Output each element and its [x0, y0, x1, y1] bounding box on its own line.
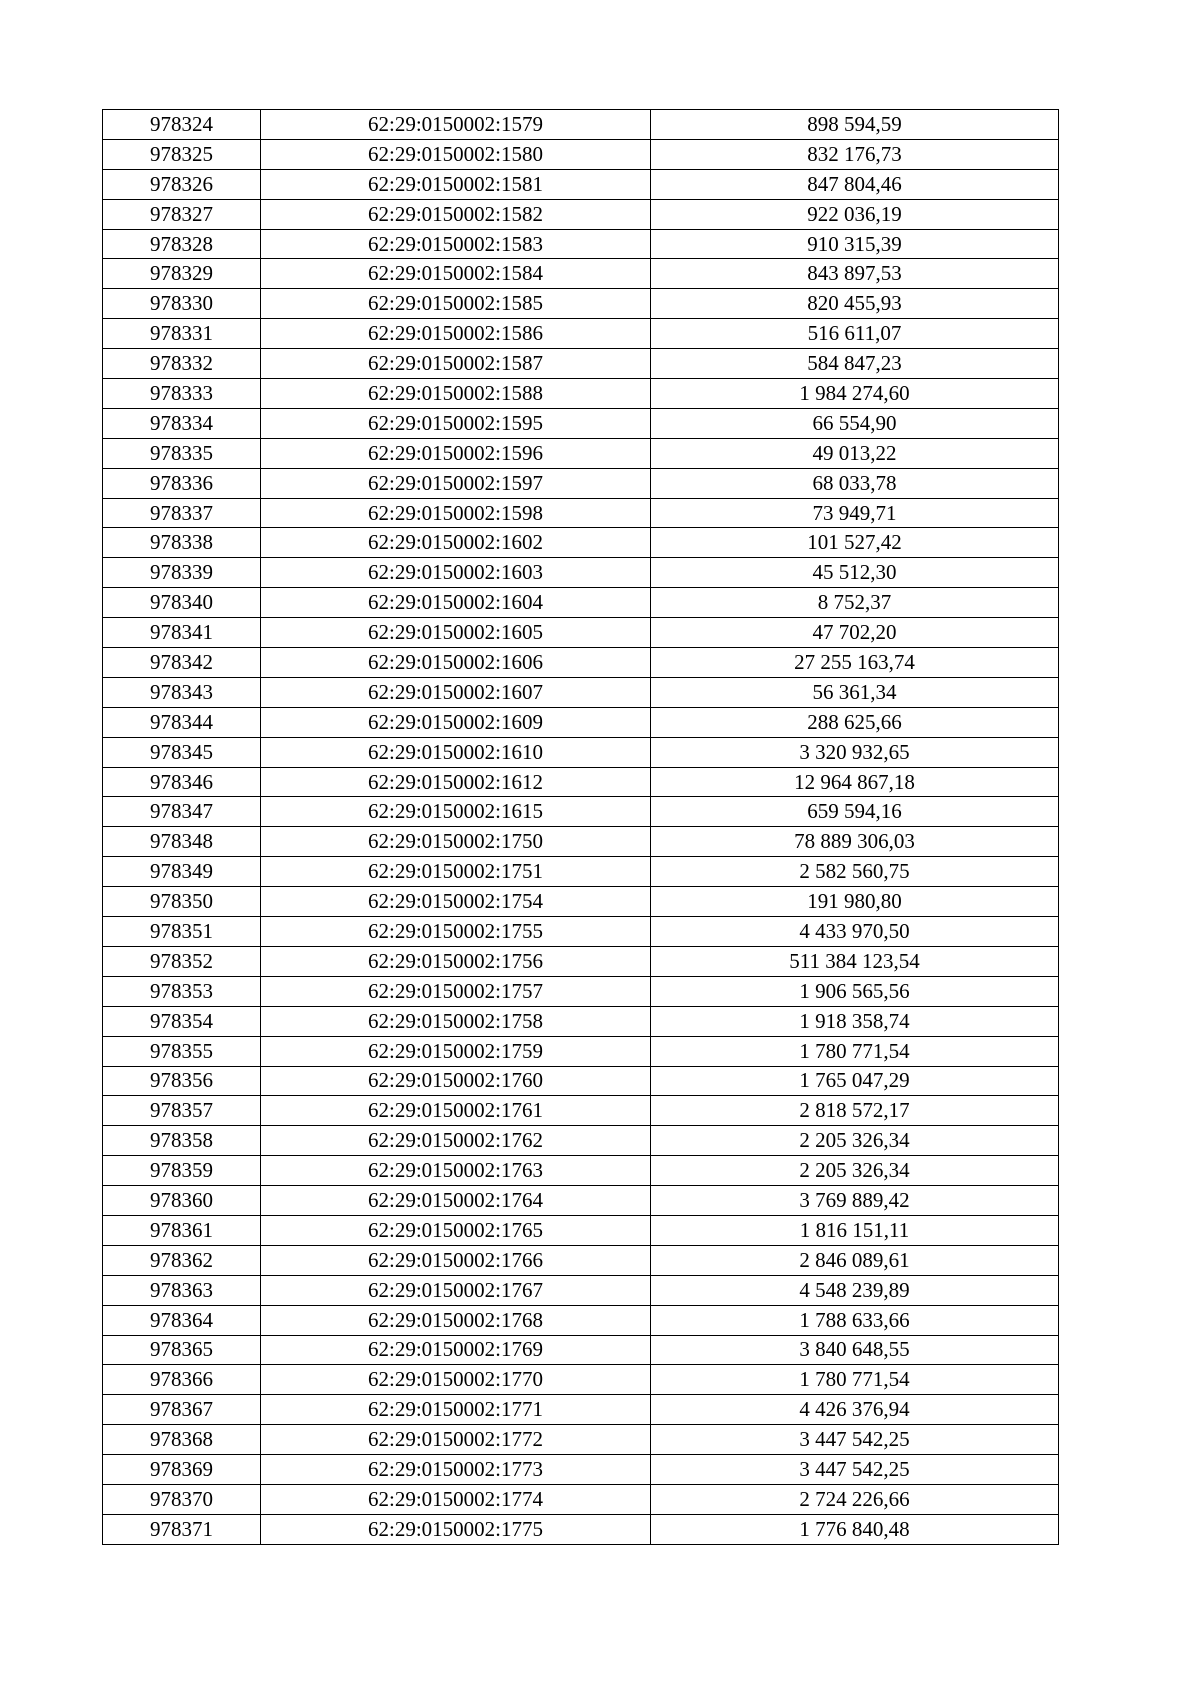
table-row — [103, 1006, 1059, 1036]
row-number-cell: 978333 — [103, 379, 261, 409]
table-row — [103, 797, 1059, 827]
table-row — [103, 139, 1059, 169]
table-row — [103, 946, 1059, 976]
row-number-cell: 978326 — [103, 169, 261, 199]
table-row — [103, 1514, 1059, 1544]
cadastral-value-cell: 832 176,73 — [651, 139, 1059, 169]
cadastral-number-cell: 62:29:0150002:1606 — [261, 648, 651, 678]
cadastral-number-cell: 62:29:0150002:1773 — [261, 1455, 651, 1485]
row-number-cell: 978364 — [103, 1305, 261, 1335]
cadastral-value-cell: 843 897,53 — [651, 259, 1059, 289]
row-number-cell: 978352 — [103, 946, 261, 976]
table-row — [103, 1275, 1059, 1305]
table-row — [103, 1066, 1059, 1096]
cadastral-value-cell: 1 984 274,60 — [651, 379, 1059, 409]
row-number-cell: 978353 — [103, 976, 261, 1006]
row-number-cell: 978341 — [103, 618, 261, 648]
cadastral-value-cell: 847 804,46 — [651, 169, 1059, 199]
cadastral-number-cell: 62:29:0150002:1769 — [261, 1335, 651, 1365]
cadastral-value-cell: 1 788 633,66 — [651, 1305, 1059, 1335]
row-number-cell: 978367 — [103, 1395, 261, 1425]
table-row — [103, 737, 1059, 767]
table-row — [103, 289, 1059, 319]
cadastral-value-cell: 584 847,23 — [651, 349, 1059, 379]
cadastral-value-cell: 78 889 306,03 — [651, 827, 1059, 857]
cadastral-value-cell: 1 780 771,54 — [651, 1365, 1059, 1395]
cadastral-number-cell: 62:29:0150002:1756 — [261, 946, 651, 976]
row-number-cell: 978332 — [103, 349, 261, 379]
row-number-cell: 978335 — [103, 438, 261, 468]
cadastral-number-cell: 62:29:0150002:1595 — [261, 408, 651, 438]
row-number-cell: 978331 — [103, 319, 261, 349]
row-number-cell: 978363 — [103, 1275, 261, 1305]
row-number-cell: 978330 — [103, 289, 261, 319]
table-row — [103, 1126, 1059, 1156]
cadastral-number-cell: 62:29:0150002:1758 — [261, 1006, 651, 1036]
row-number-cell: 978345 — [103, 737, 261, 767]
row-number-cell: 978358 — [103, 1126, 261, 1156]
cadastral-number-cell: 62:29:0150002:1764 — [261, 1186, 651, 1216]
table-row — [103, 408, 1059, 438]
table-row — [103, 199, 1059, 229]
row-number-cell: 978343 — [103, 677, 261, 707]
row-number-cell: 978351 — [103, 917, 261, 947]
cadastral-value-cell: 27 255 163,74 — [651, 648, 1059, 678]
cadastral-number-cell: 62:29:0150002:1602 — [261, 528, 651, 558]
cadastral-number-cell: 62:29:0150002:1585 — [261, 289, 651, 319]
cadastral-number-cell: 62:29:0150002:1767 — [261, 1275, 651, 1305]
row-number-cell: 978370 — [103, 1484, 261, 1514]
cadastral-number-cell: 62:29:0150002:1583 — [261, 229, 651, 259]
cadastral-value-cell: 68 033,78 — [651, 468, 1059, 498]
row-number-cell: 978361 — [103, 1215, 261, 1245]
cadastral-value-cell: 4 426 376,94 — [651, 1395, 1059, 1425]
cadastral-number-cell: 62:29:0150002:1771 — [261, 1395, 651, 1425]
cadastral-number-cell: 62:29:0150002:1581 — [261, 169, 651, 199]
cadastral-value-cell: 2 582 560,75 — [651, 857, 1059, 887]
cadastral-value-cell: 516 611,07 — [651, 319, 1059, 349]
cadastral-value-cell: 820 455,93 — [651, 289, 1059, 319]
cadastral-value-cell: 101 527,42 — [651, 528, 1059, 558]
cadastral-number-cell: 62:29:0150002:1610 — [261, 737, 651, 767]
table-row — [103, 110, 1059, 140]
row-number-cell: 978325 — [103, 139, 261, 169]
row-number-cell: 978350 — [103, 887, 261, 917]
row-number-cell: 978336 — [103, 468, 261, 498]
cadastral-number-cell: 62:29:0150002:1754 — [261, 887, 651, 917]
cadastral-value-cell: 2 205 326,34 — [651, 1156, 1059, 1186]
row-number-cell: 978334 — [103, 408, 261, 438]
cadastral-number-cell: 62:29:0150002:1759 — [261, 1036, 651, 1066]
cadastral-value-cell: 1 816 151,11 — [651, 1215, 1059, 1245]
cadastral-number-cell: 62:29:0150002:1761 — [261, 1096, 651, 1126]
cadastral-number-cell: 62:29:0150002:1772 — [261, 1425, 651, 1455]
cadastral-number-cell: 62:29:0150002:1766 — [261, 1245, 651, 1275]
cadastral-number-cell: 62:29:0150002:1770 — [261, 1365, 651, 1395]
cadastral-value-cell: 56 361,34 — [651, 677, 1059, 707]
cadastral-number-cell: 62:29:0150002:1604 — [261, 588, 651, 618]
cadastral-value-cell: 3 447 542,25 — [651, 1425, 1059, 1455]
cadastral-value-cell: 2 846 089,61 — [651, 1245, 1059, 1275]
cadastral-number-cell: 62:29:0150002:1768 — [261, 1305, 651, 1335]
table-row — [103, 588, 1059, 618]
cadastral-number-cell: 62:29:0150002:1587 — [261, 349, 651, 379]
cadastral-value-cell: 47 702,20 — [651, 618, 1059, 648]
table-row — [103, 229, 1059, 259]
table-row — [103, 1036, 1059, 1066]
row-number-cell: 978340 — [103, 588, 261, 618]
cadastral-value-cell: 12 964 867,18 — [651, 767, 1059, 797]
table-row — [103, 677, 1059, 707]
table-row — [103, 1335, 1059, 1365]
table-row — [103, 498, 1059, 528]
cadastral-value-cell: 8 752,37 — [651, 588, 1059, 618]
row-number-cell: 978344 — [103, 707, 261, 737]
cadastral-number-cell: 62:29:0150002:1774 — [261, 1484, 651, 1514]
cadastral-number-cell: 62:29:0150002:1762 — [261, 1126, 651, 1156]
cadastral-value-cell: 288 625,66 — [651, 707, 1059, 737]
cadastral-value-cell: 66 554,90 — [651, 408, 1059, 438]
cadastral-number-cell: 62:29:0150002:1588 — [261, 379, 651, 409]
table-body — [103, 110, 1059, 1545]
cadastral-number-cell: 62:29:0150002:1582 — [261, 199, 651, 229]
row-number-cell: 978357 — [103, 1096, 261, 1126]
cadastral-number-cell: 62:29:0150002:1615 — [261, 797, 651, 827]
cadastral-number-cell: 62:29:0150002:1765 — [261, 1215, 651, 1245]
cadastral-value-cell: 73 949,71 — [651, 498, 1059, 528]
row-number-cell: 978366 — [103, 1365, 261, 1395]
table-row — [103, 1305, 1059, 1335]
row-number-cell: 978359 — [103, 1156, 261, 1186]
cadastral-number-cell: 62:29:0150002:1597 — [261, 468, 651, 498]
table-row — [103, 169, 1059, 199]
cadastral-value-cell: 910 315,39 — [651, 229, 1059, 259]
table-row — [103, 707, 1059, 737]
table-row — [103, 438, 1059, 468]
row-number-cell: 978349 — [103, 857, 261, 887]
cadastral-number-cell: 62:29:0150002:1603 — [261, 558, 651, 588]
cadastral-number-cell: 62:29:0150002:1584 — [261, 259, 651, 289]
table-row — [103, 917, 1059, 947]
row-number-cell: 978354 — [103, 1006, 261, 1036]
table-row — [103, 887, 1059, 917]
cadastral-number-cell: 62:29:0150002:1750 — [261, 827, 651, 857]
cadastral-value-cell: 1 906 565,56 — [651, 976, 1059, 1006]
row-number-cell: 978369 — [103, 1455, 261, 1485]
cadastral-value-cell: 1 776 840,48 — [651, 1514, 1059, 1544]
row-number-cell: 978371 — [103, 1514, 261, 1544]
cadastral-value-cell: 45 512,30 — [651, 558, 1059, 588]
table-row — [103, 1186, 1059, 1216]
cadastral-value-cell: 898 594,59 — [651, 110, 1059, 140]
table-row — [103, 1215, 1059, 1245]
table-row — [103, 528, 1059, 558]
cadastral-value-cell: 49 013,22 — [651, 438, 1059, 468]
table-row — [103, 618, 1059, 648]
table-row — [103, 1365, 1059, 1395]
cadastral-value-cell: 922 036,19 — [651, 199, 1059, 229]
cadastral-value-cell: 3 320 932,65 — [651, 737, 1059, 767]
cadastral-value-cell: 3 447 542,25 — [651, 1455, 1059, 1485]
cadastral-value-cell: 2 818 572,17 — [651, 1096, 1059, 1126]
row-number-cell: 978337 — [103, 498, 261, 528]
row-number-cell: 978348 — [103, 827, 261, 857]
row-number-cell: 978327 — [103, 199, 261, 229]
table-row — [103, 976, 1059, 1006]
row-number-cell: 978368 — [103, 1425, 261, 1455]
row-number-cell: 978324 — [103, 110, 261, 140]
table-row — [103, 379, 1059, 409]
cadastral-number-cell: 62:29:0150002:1760 — [261, 1066, 651, 1096]
cadastral-value-cell: 4 548 239,89 — [651, 1275, 1059, 1305]
cadastral-number-cell: 62:29:0150002:1586 — [261, 319, 651, 349]
table-row — [103, 767, 1059, 797]
cadastral-value-cell: 1 780 771,54 — [651, 1036, 1059, 1066]
table-row — [103, 558, 1059, 588]
cadastral-number-cell: 62:29:0150002:1580 — [261, 139, 651, 169]
cadastral-number-cell: 62:29:0150002:1757 — [261, 976, 651, 1006]
row-number-cell: 978339 — [103, 558, 261, 588]
table-row — [103, 1425, 1059, 1455]
cadastral-value-cell: 191 980,80 — [651, 887, 1059, 917]
table-row — [103, 1245, 1059, 1275]
row-number-cell: 978329 — [103, 259, 261, 289]
row-number-cell: 978346 — [103, 767, 261, 797]
cadastral-number-cell: 62:29:0150002:1605 — [261, 618, 651, 648]
table-row — [103, 1484, 1059, 1514]
table-row — [103, 1455, 1059, 1485]
table-row — [103, 1096, 1059, 1126]
cadastral-value-cell: 4 433 970,50 — [651, 917, 1059, 947]
cadastral-number-cell: 62:29:0150002:1763 — [261, 1156, 651, 1186]
cadastral-number-cell: 62:29:0150002:1755 — [261, 917, 651, 947]
cadastral-number-cell: 62:29:0150002:1607 — [261, 677, 651, 707]
row-number-cell: 978347 — [103, 797, 261, 827]
table-row — [103, 1395, 1059, 1425]
table-row — [103, 857, 1059, 887]
cadastral-value-cell: 2 724 226,66 — [651, 1484, 1059, 1514]
table-row — [103, 259, 1059, 289]
row-number-cell: 978362 — [103, 1245, 261, 1275]
cadastral-value-cell: 3 769 889,42 — [651, 1186, 1059, 1216]
table-row — [103, 349, 1059, 379]
table-row — [103, 827, 1059, 857]
table-row — [103, 319, 1059, 349]
cadastral-number-cell: 62:29:0150002:1609 — [261, 707, 651, 737]
row-number-cell: 978328 — [103, 229, 261, 259]
cadastral-value-cell: 2 205 326,34 — [651, 1126, 1059, 1156]
row-number-cell: 978355 — [103, 1036, 261, 1066]
cadastral-number-cell: 62:29:0150002:1751 — [261, 857, 651, 887]
row-number-cell: 978360 — [103, 1186, 261, 1216]
cadastral-number-cell: 62:29:0150002:1596 — [261, 438, 651, 468]
table-row — [103, 468, 1059, 498]
table-row — [103, 648, 1059, 678]
cadastral-value-table — [102, 109, 1059, 1545]
cadastral-value-cell: 511 384 123,54 — [651, 946, 1059, 976]
cadastral-value-cell: 1 918 358,74 — [651, 1006, 1059, 1036]
cadastral-number-cell: 62:29:0150002:1612 — [261, 767, 651, 797]
table-row — [103, 1156, 1059, 1186]
row-number-cell: 978342 — [103, 648, 261, 678]
row-number-cell: 978356 — [103, 1066, 261, 1096]
row-number-cell: 978365 — [103, 1335, 261, 1365]
cadastral-number-cell: 62:29:0150002:1598 — [261, 498, 651, 528]
cadastral-number-cell: 62:29:0150002:1775 — [261, 1514, 651, 1544]
cadastral-number-cell: 62:29:0150002:1579 — [261, 110, 651, 140]
row-number-cell: 978338 — [103, 528, 261, 558]
cadastral-value-cell: 659 594,16 — [651, 797, 1059, 827]
cadastral-value-cell: 3 840 648,55 — [651, 1335, 1059, 1365]
cadastral-value-cell: 1 765 047,29 — [651, 1066, 1059, 1096]
